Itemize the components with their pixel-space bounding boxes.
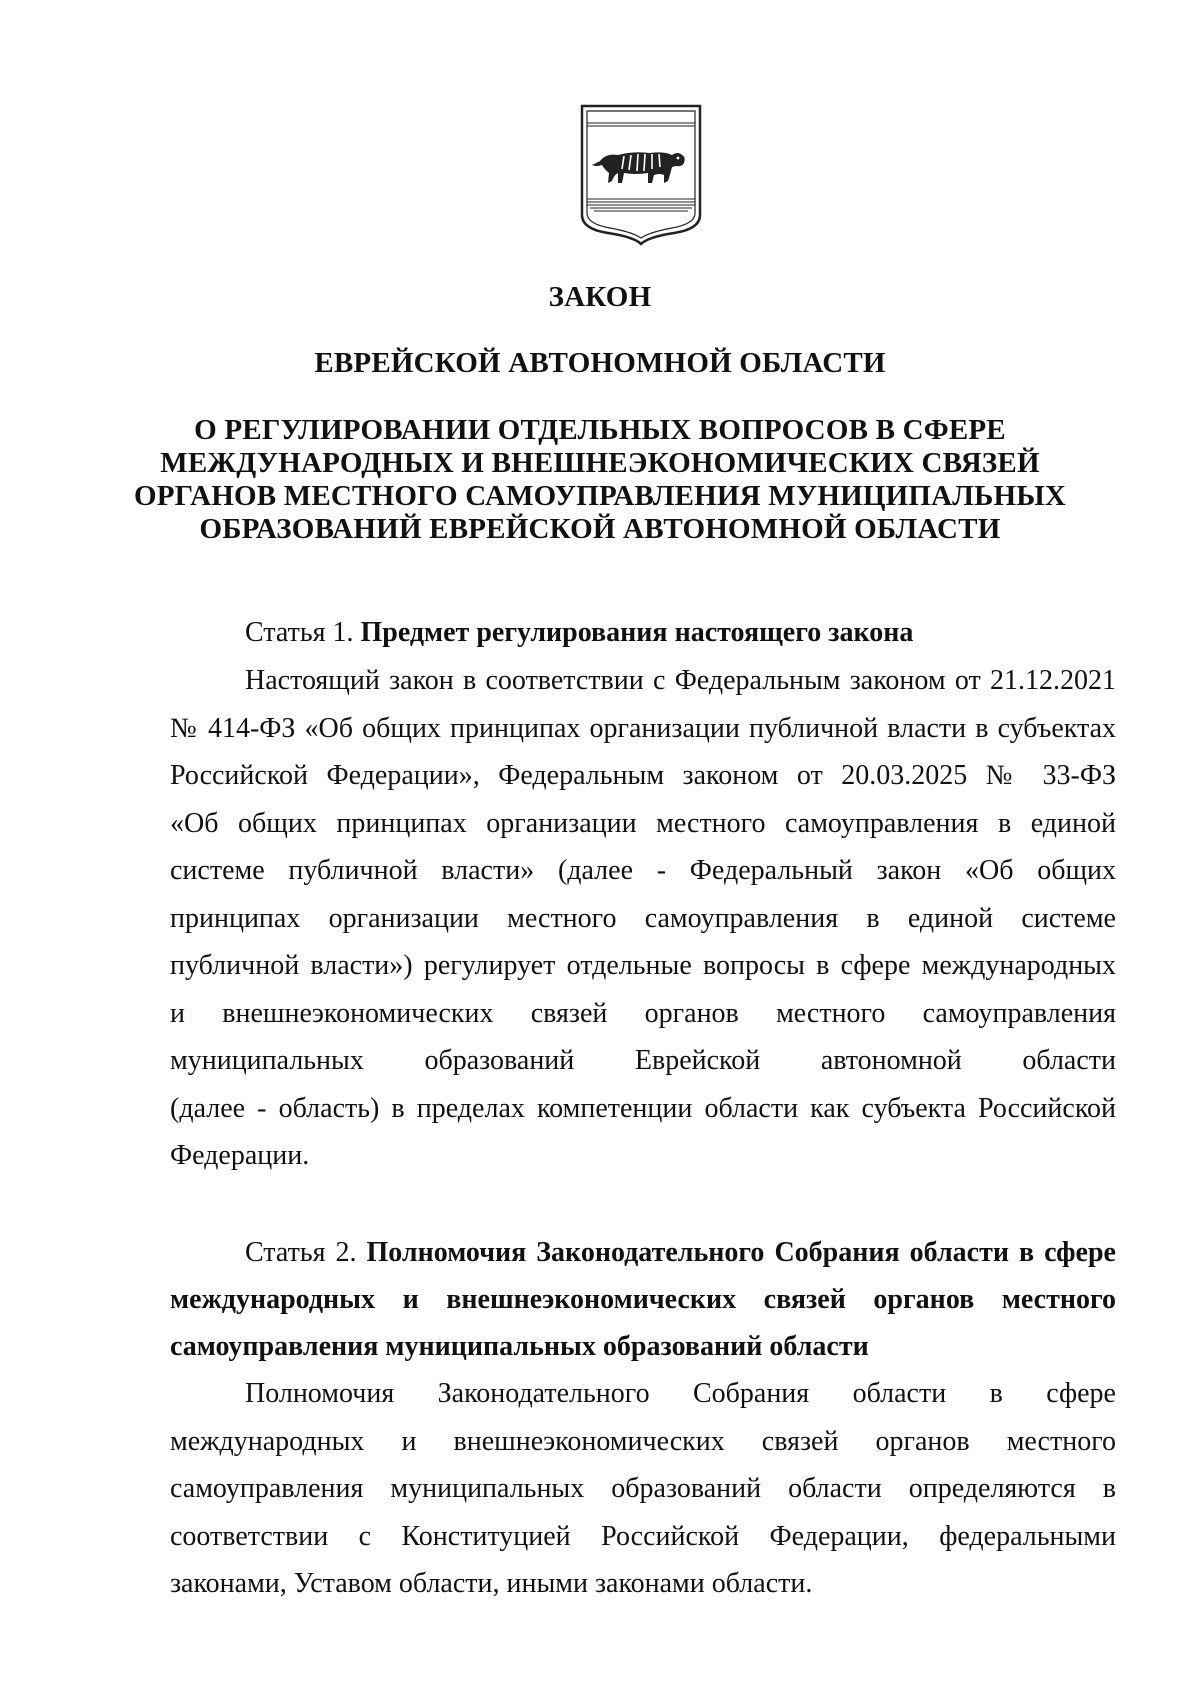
article-2-heading <box>170 1229 1116 1370</box>
law-title <box>0 414 1200 546</box>
article-2-heading-line <box>170 1276 1116 1323</box>
paragraph-line: Российской Федерации», Федеральным законом от 20.03.2025 № 33-ФЗ <box>170 760 1116 791</box>
paragraph-line: международных и внешнеэкономических связей органов местного <box>170 1425 1116 1457</box>
region-heading: ЕВРЕЙСКОЙ АВТОНОМНОЙ ОБЛАСТИ <box>314 347 886 379</box>
paragraph-line: соответствии с Конституцией Российской Федерации, федеральными <box>170 1520 1116 1552</box>
coat-of-arms-icon <box>578 103 704 246</box>
article-2-title-line: Полномочия Законодательного Собрания области в сфере <box>366 1237 1116 1268</box>
article-2-prefix: Статья 2. <box>245 1237 367 1268</box>
law-title-line: ОБРАЗОВАНИЙ ЕВРЕЙСКОЙ АВТОНОМНОЙ ОБЛАСТИ <box>199 513 1001 545</box>
paragraph-line: принципах организации местного самоуправления в единой системе <box>170 902 1116 934</box>
article-2-heading-line <box>170 1229 1116 1276</box>
article-2-title-line: самоуправления муниципальных образований области <box>170 1331 869 1362</box>
article-1-title: Предмет регулирования настоящего закона <box>360 617 914 648</box>
paragraph-line: публичной власти») регулирует отдельные вопросы в сфере международных <box>170 950 1116 981</box>
paragraph-line: самоуправления муниципальных образований области определяются в <box>170 1473 1116 1504</box>
article-2-title-line: международных и внешнеэкономических связей органов местного <box>170 1284 1116 1315</box>
article-1-heading <box>245 609 913 657</box>
article-1-body <box>170 657 1116 1180</box>
paragraph-line: (далее - область) в пределах компетенции области как субъекта Российской <box>170 1092 1116 1124</box>
law-title-line: О РЕГУЛИРОВАНИИ ОТДЕЛЬНЫХ ВОПРОСОВ В СФЕРЕ <box>194 414 1006 446</box>
paragraph-line: муниципальных образований Еврейской автономной области <box>170 1045 1116 1076</box>
law-title-line: ОРГАНОВ МЕСТНОГО САМОУПРАВЛЕНИЯ МУНИЦИПАЛЬНЫХ <box>133 480 1067 512</box>
paragraph-line: «Об общих принципах организации местного самоуправления в единой <box>170 807 1116 839</box>
article-1-prefix: Статья 1. <box>245 617 361 648</box>
paragraph-line: № 414-ФЗ «Об общих принципах организации публичной власти в субъектах <box>170 712 1116 744</box>
paragraph-line: системе публичной власти» (далее - Федеральный закон «Об общих <box>170 855 1116 886</box>
article-2-heading-line <box>170 1323 1116 1370</box>
paragraph-line: и внешнеэкономических связей органов местного самоуправления <box>170 997 1116 1029</box>
law-title-line: МЕЖДУНАРОДНЫХ И ВНЕШНЕЭКОНОМИЧЕСКИХ СВЯЗЕЙ <box>160 447 1040 479</box>
paragraph-line: Федерации. <box>170 1140 310 1171</box>
paragraph-line: законами, Уставом области, иными законами области. <box>170 1568 813 1599</box>
paragraph-line: Настоящий закон в соответствии с Федеральным законом от 21.12.2021 <box>245 665 1116 696</box>
document-type-heading: ЗАКОН <box>548 281 652 313</box>
article-2-body <box>170 1370 1116 1608</box>
paragraph-line: Полномочия Законодательного Собрания области в сфере <box>245 1378 1116 1409</box>
